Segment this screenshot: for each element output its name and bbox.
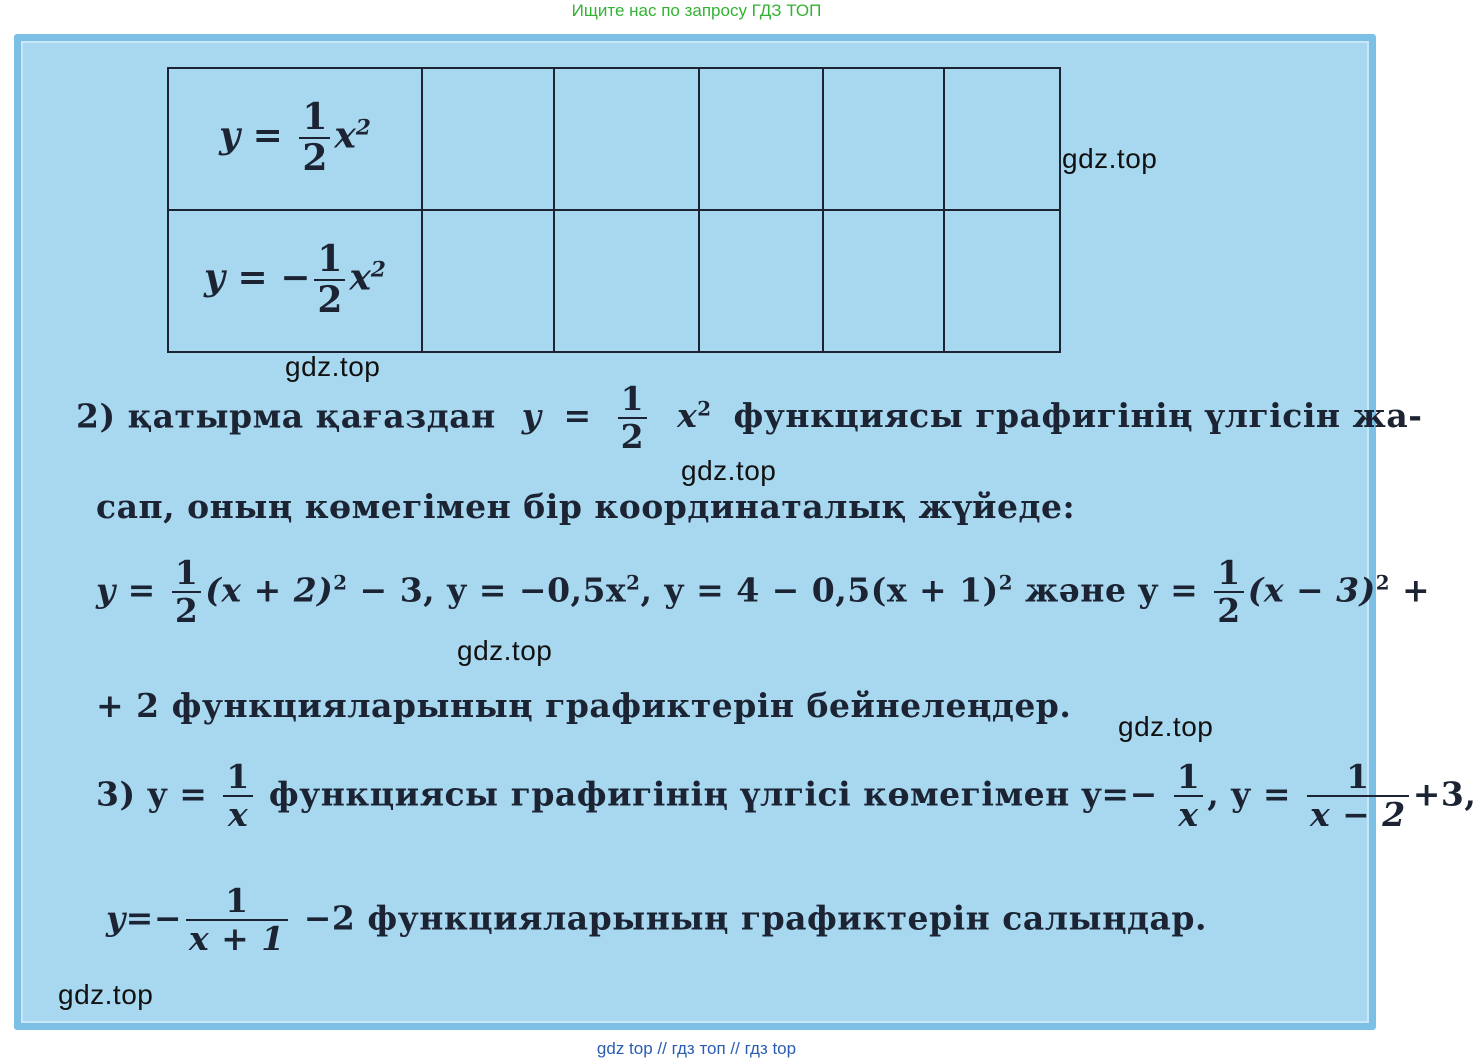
numerator: 1: [302, 96, 328, 139]
exponent: 2: [355, 116, 371, 141]
empty-cell: [554, 68, 699, 210]
text: және y =: [1012, 570, 1199, 610]
text: y=−: [106, 898, 182, 938]
watermark: gdz.top: [1118, 711, 1214, 742]
watermark: gdz.top: [285, 351, 381, 382]
text: (x − 3): [1247, 570, 1376, 610]
numerator: 1: [620, 379, 645, 418]
exponent: 2: [998, 570, 1013, 595]
text: функциясы графигінің үлгісі көмегімен y=−: [268, 774, 1158, 814]
task2-line4: + 2 функцияларының графиктерін бейнелеңдер.: [96, 686, 1072, 725]
empty-cell: [699, 210, 823, 352]
fraction: [299, 96, 330, 180]
numerator: 1: [174, 553, 199, 592]
empty-cell: [422, 210, 554, 352]
empty-cell: [823, 68, 944, 210]
text: y =: [96, 570, 156, 610]
denominator: 2: [299, 137, 330, 179]
fraction: [186, 881, 288, 958]
denominator: x: [223, 795, 252, 833]
denominator: 2: [1214, 591, 1243, 629]
numerator: 1: [1217, 553, 1241, 592]
denominator: x: [1174, 795, 1203, 833]
numerator: 1: [317, 238, 343, 281]
empty-cell: [554, 210, 699, 352]
empty-cell: [823, 210, 944, 352]
fraction: [618, 379, 647, 456]
text: −2 функцияларының графиктерін салыңдар.: [303, 898, 1207, 938]
equals: =: [252, 115, 283, 157]
text: +3,: [1412, 774, 1476, 814]
var-y: y: [521, 396, 542, 436]
text: 2) қатырма қағаздан: [76, 396, 496, 436]
empty-cell: [699, 68, 823, 210]
task2-line1: [76, 379, 1423, 456]
bottom-banner: gdz top // гдз топ // гдз top: [596, 1039, 797, 1058]
exponent: 2: [697, 396, 712, 421]
numerator: 1: [226, 757, 250, 796]
numerator: 1: [1346, 757, 1370, 796]
text: +: [1389, 570, 1431, 610]
numerator: 1: [225, 881, 249, 920]
equals: = −: [237, 257, 311, 299]
denominator: x + 1: [186, 919, 288, 957]
fraction: [1214, 553, 1243, 630]
watermark: gdz.top: [457, 635, 553, 666]
text: , y =: [1207, 774, 1291, 814]
text: − 3, y = −0,5x: [347, 570, 627, 610]
fraction: [1174, 757, 1203, 834]
task3-line2: [106, 881, 1207, 958]
text: (x + 2): [205, 570, 334, 610]
denominator: 2: [314, 279, 345, 321]
exponent: 2: [1375, 570, 1390, 595]
var-x: x: [677, 396, 698, 436]
fraction: [223, 757, 252, 834]
variable: x: [349, 257, 371, 299]
table-row: [168, 68, 1060, 210]
text: , y = 4 − 0,5(x + 1): [640, 570, 999, 610]
top-banner: Ищите нас по запросу ГДЗ ТОП: [571, 1, 822, 20]
task2-line2: сап, оның көмегімен бір координаталық жүйеде:: [96, 487, 1076, 526]
watermark: gdz.top: [681, 455, 777, 486]
fraction: [314, 238, 345, 322]
watermark: gdz.top: [58, 979, 154, 1010]
task3-line1: [96, 757, 1476, 834]
empty-cell: [944, 210, 1060, 352]
function-cell-1: [168, 68, 422, 210]
lhs: y: [219, 115, 241, 157]
exponent: 2: [333, 570, 348, 595]
table-row: [168, 210, 1060, 352]
empty-cell: [944, 68, 1060, 210]
exponent: 2: [626, 570, 641, 595]
text: функциясы графигінің үлгісін жа-: [733, 396, 1423, 436]
equals: =: [563, 396, 592, 436]
exponent: 2: [370, 258, 386, 283]
fraction: [1307, 757, 1409, 834]
variable: x: [334, 115, 356, 157]
denominator: 2: [172, 591, 201, 629]
text: 3) y =: [96, 774, 208, 814]
fraction: [172, 553, 201, 630]
values-table: [167, 67, 1061, 353]
watermark: gdz.top: [1062, 143, 1158, 174]
function-cell-2: [168, 210, 422, 352]
lhs: y: [204, 257, 225, 299]
numerator: 1: [1176, 757, 1201, 796]
denominator: x − 2: [1307, 795, 1409, 833]
denominator: 2: [618, 417, 647, 455]
task2-line3: [96, 553, 1431, 630]
empty-cell: [422, 68, 554, 210]
